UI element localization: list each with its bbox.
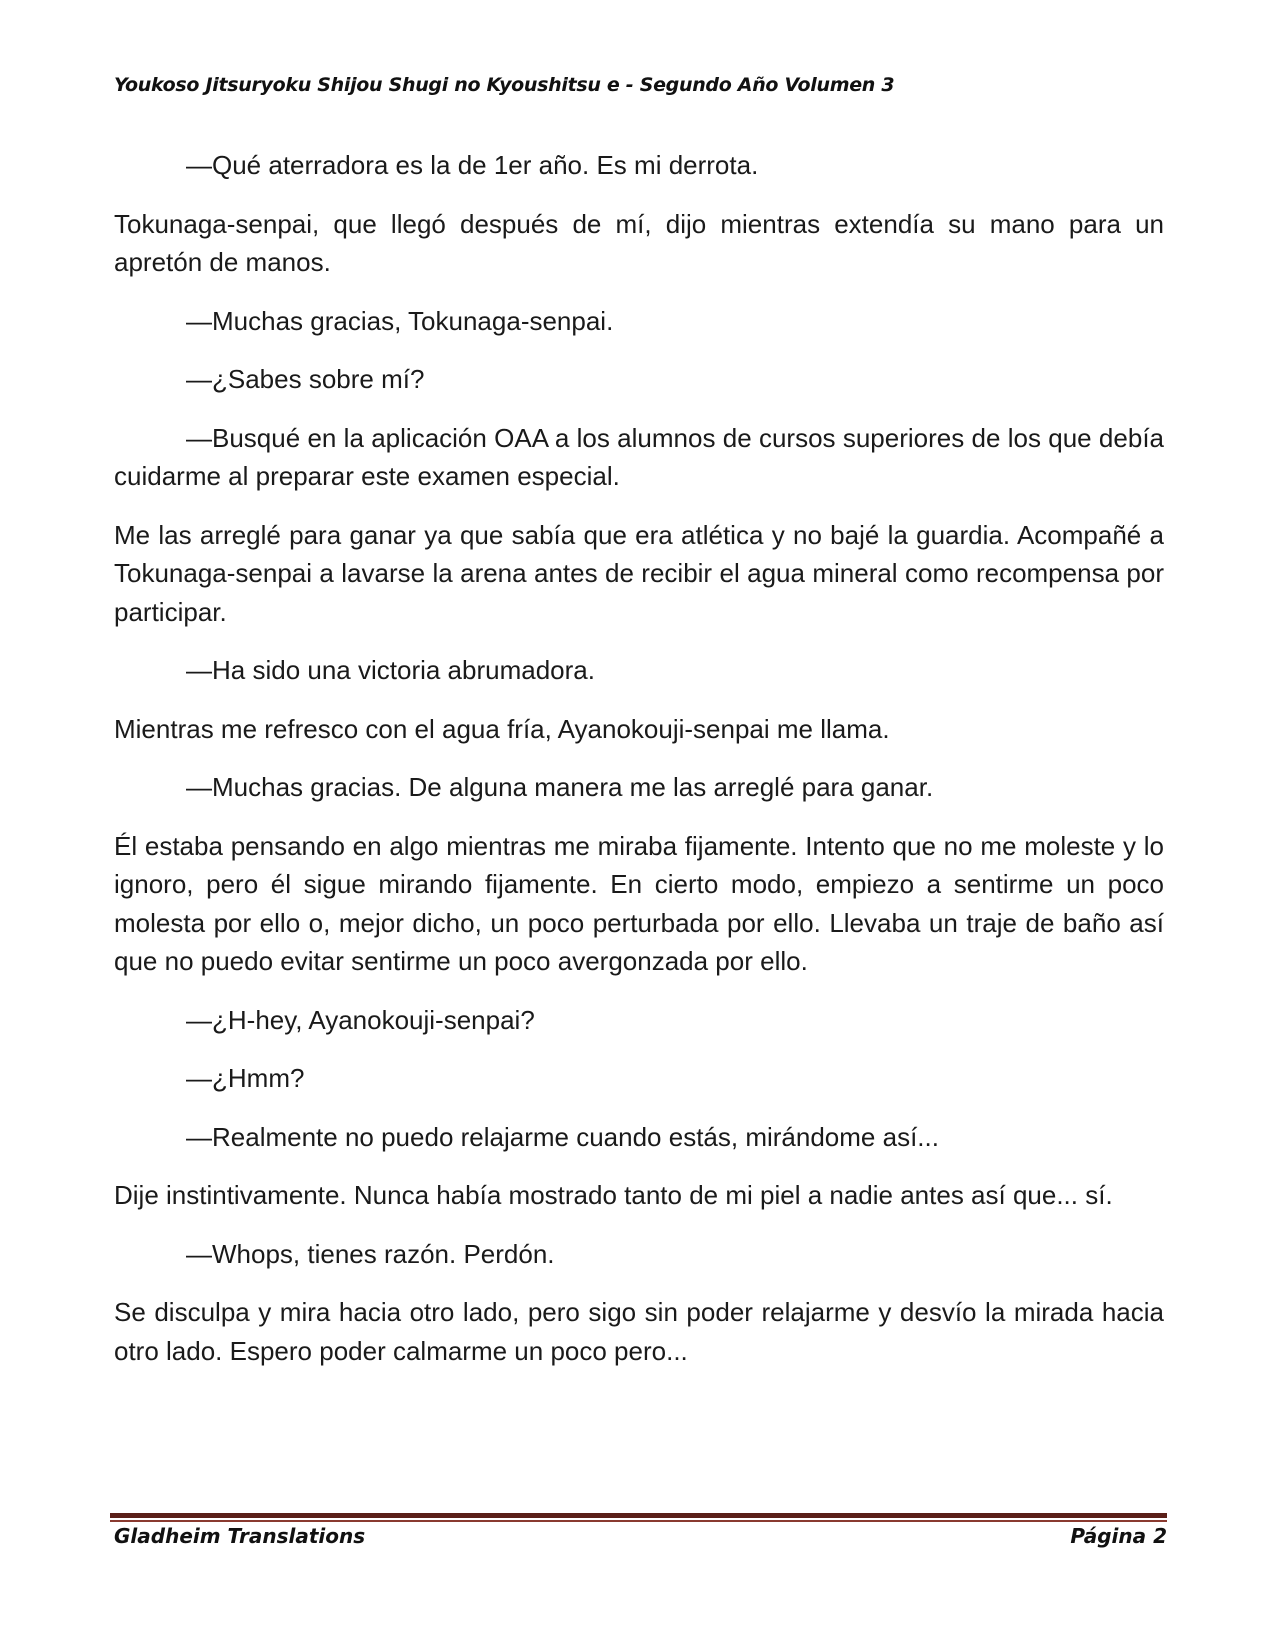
dialog-line: —Busqué en la aplicación OAA a los alumnos de cursos superiores de los que debía cuidarme al preparar este examen especial. [114, 422, 1164, 491]
narration-paragraph: Me las arreglé para ganar ya que sabía que era atlética y no bajé la guardia. Acompañé a Tokunaga-senpai a lavarse la arena antes de recibir el agua mineral como recompensa por participar. [114, 519, 1164, 627]
narration-paragraph: Mientras me refresco con el agua fría, Ayanokouji-senpai me llama. [114, 713, 890, 744]
dialog-line: —¿Sabes sobre mí? [186, 364, 425, 394]
narration-paragraph: Tokunaga-senpai, que llegó después de mí, dijo mientras extendía su mano para un apretón de manos. [114, 208, 1164, 277]
footer-page-number: Página 2 [1070, 1524, 1167, 1548]
footer-translator-credit: Gladheim Translations [114, 1524, 366, 1548]
dialog-line: —Realmente no puedo relajarme cuando estás, mirándome así... [186, 1121, 939, 1152]
dialog-line: —Qué aterradora es la de 1er año. Es mi derrota. [186, 150, 759, 180]
dialog-line: —¿Hmm? [186, 1063, 305, 1093]
page-body [114, 146, 1164, 1390]
dialog-line: —Muchas gracias. De alguna manera me las arreglé para ganar. [186, 772, 934, 802]
narration-paragraph: Dije instintivamente. Nunca había mostrado tanto de mi piel a nadie antes así que... sí. [114, 1180, 1113, 1210]
narration-paragraph: Se disculpa y mira hacia otro lado, pero sigo sin poder relajarme y desvío la mirada hacia otro lado. Espero poder calmarme un poco pero... [114, 1297, 1164, 1366]
dialog-line: —Muchas gracias, Tokunaga-senpai. [186, 305, 614, 336]
footer-divider-thin [110, 1520, 1167, 1522]
dialog-line: —Ha sido una victoria abrumadora. [186, 655, 595, 685]
narration-paragraph: Él estaba pensando en algo mientras me miraba fijamente. Intento que no me moleste y lo ignoro, pero él sigue mirando fijamente. En cierto modo, empiezo a sentirme un poco molesta por ello o, mejor dicho, un poco perturbada por ello. Llevaba un traje de baño así que no puedo evitar sentirme un poco avergonzada por ello. [114, 830, 1164, 976]
footer-divider [110, 1513, 1167, 1522]
page-header-title: Youkoso Jitsuryoku Shijou Shugi no Kyoushitsu e - Segundo Año Volumen 3 [114, 74, 895, 96]
dialog-line: —Whops, tienes razón. Perdón. [186, 1238, 555, 1269]
dialog-line: —¿H-hey, Ayanokouji-senpai? [186, 1004, 535, 1035]
